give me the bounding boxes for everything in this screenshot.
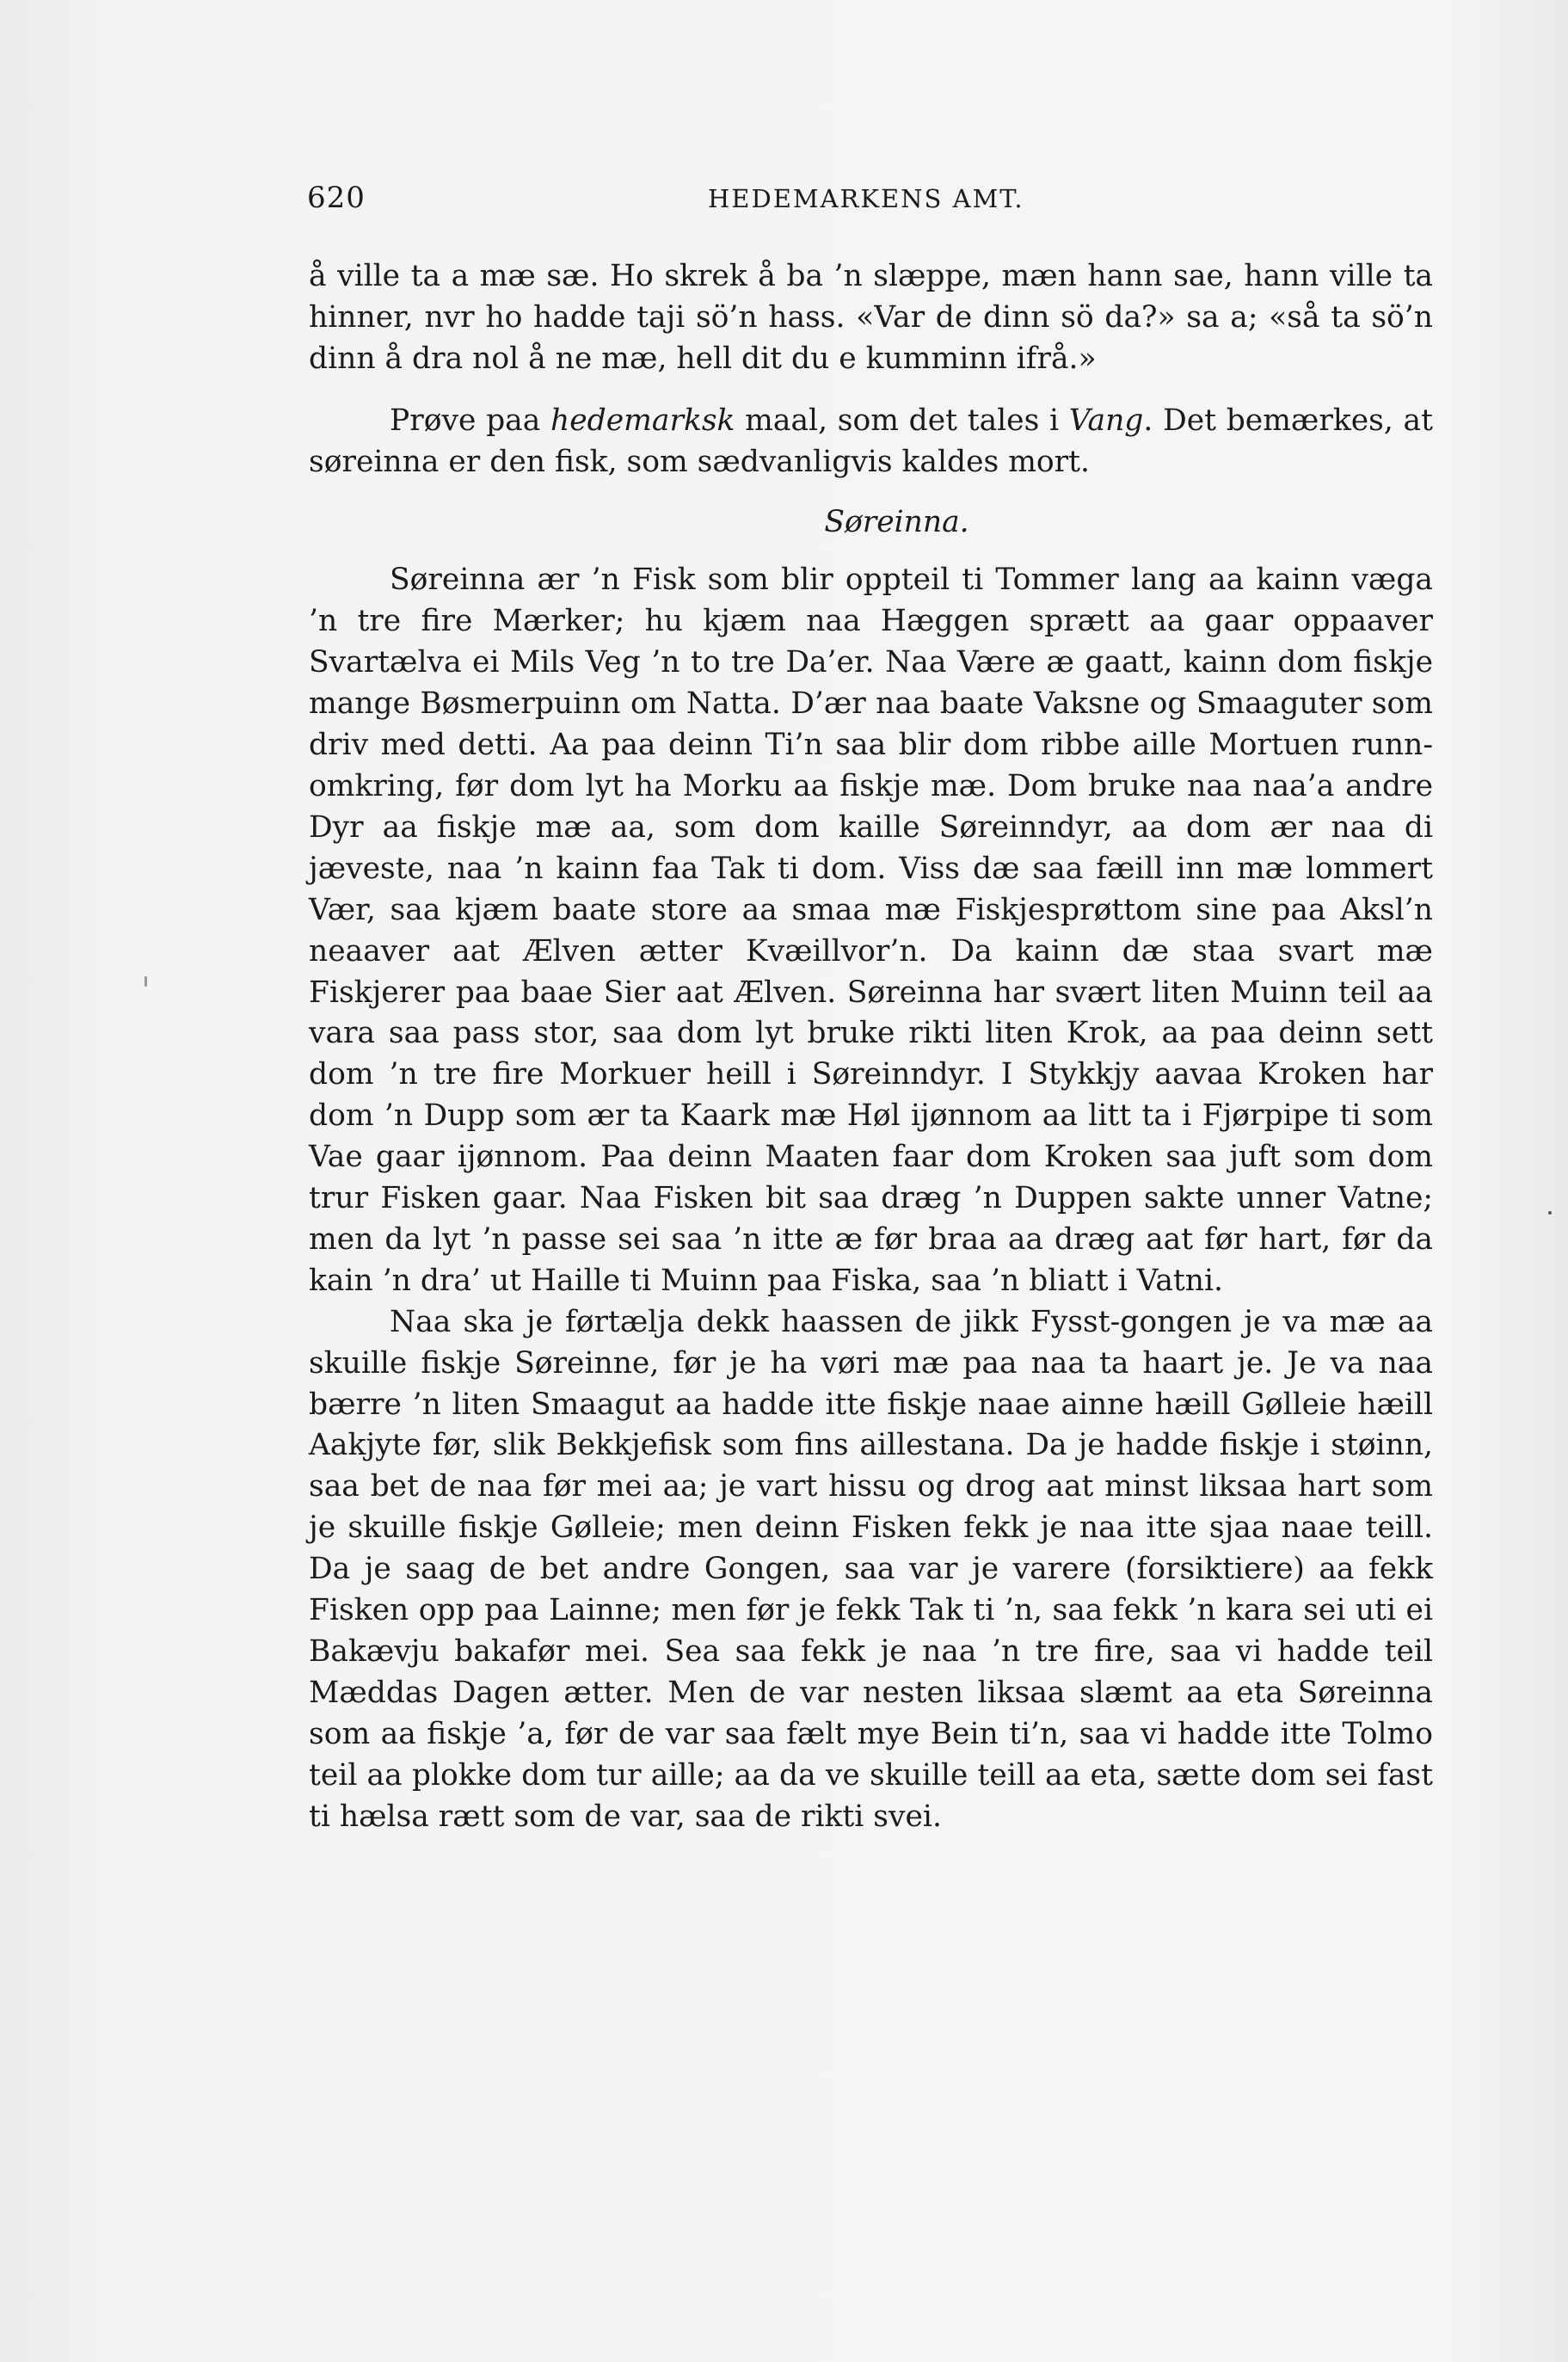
intro-paragraph: å ville ta a mæ sæ. Ho skrek å ba ’n slæppe, mæn hann sae, hann ville ta hinner, nvr ho hadde taji sö’n hass. «Var de dinn sö da?» sa a; «så ta sö’n dinn å dra nol å ne mæ, hell dit du e kumminn ifrå.»	[309, 259, 1433, 376]
section-title: Søreinna.	[824, 504, 969, 539]
page-number: 620	[307, 181, 366, 215]
body-text	[309, 256, 1433, 1838]
body-paragraph-2: Naa ska je førtælja dekk haassen de jikk Fysst-gongen je va mæ aa skuille fiskje Søreinne, før je ha vøri mæ paa naa ta haart je. Je va naa bærre ’n liten Smaagut aa hadde itte fiskje naae ainne hæill Gølleie hæill Aakjyte før, slik Bekkjefisk som fins aillestana. Da je hadde fiskje i støinn, saa bet de naa før mei aa; je vart hissu og drog aat minst liksaa hart som je skuille fiskje Gølleie; men deinn Fisken fekk je naa itte sjaa naae teill. Da je saag de bet andre Gongen, saa var je varere (forsiktiere) aa fekk Fisken opp paa Lainne; men før je fekk Tak ti ’n, saa fekk ’n kara sei uti ei Bakævju bakafør mei. Sea saa fekk je naa ’n tre fire, saa vi hadde teil Mæddas Dagen ætter. Men de var nesten liksaa slæmt aa eta Søreinna som aa fiskje ’a, før de var saa fælt mye Bein ti’n, saa vi hadde itte Tolmo teil aa plokke dom tur aille; aa da ve skuille teill aa eta, sætte dom sei fast ti hælsa rætt som de var, saa de rikti svei.	[309, 1304, 1433, 1834]
scan-speck	[1548, 1211, 1552, 1215]
scan-mark	[145, 976, 147, 987]
preface-text-1: Prøve paa	[390, 403, 551, 438]
page-header	[307, 181, 1434, 224]
preface-paragraph	[309, 401, 1433, 483]
preface-text-2: maal, som det tales i	[735, 403, 1069, 438]
running-title: HEDEMARKENS AMT.	[708, 184, 1024, 213]
preface-italic-dialect: hedemarksk	[550, 403, 735, 438]
preface-italic-place: Vang	[1068, 403, 1144, 438]
preface-text-3: . Det bemærkes, at søreinna er den fisk, som sædvanligvis kaldes mort.	[309, 403, 1433, 479]
body-paragraph-1: Søreinna ær ’n Fisk som blir oppteil ti Tommer lang aa kainn væga ’n tre fire Mærker; hu kjæm naa Hæggen sprætt aa gaar oppaaver Svartælva ei Mils Veg ’n to tre Da’er. Naa Være æ gaatt, kainn dom fiskje mange Bøsmerpuinn om Natta. D’ær naa baate Vaksne og Smaaguter som driv med detti. Aa paa deinn Ti’n saa blir dom ribbe aille Mortuen runn-omkring, før dom lyt ha Morku aa fiskje mæ. Dom bruke naa naa’a andre Dyr aa fiskje mæ aa, som dom kaille Søreinndyr, aa dom ær naa di jæveste, naa ’n kainn faa Tak ti dom. Viss dæ saa fæill inn mæ lommert Vær, saa kjæm baate store aa smaa mæ Fiskjesprøttom sine paa Aksl’n neaaver aat Ælven ætter Kvæillvor’n. Da kainn dæ staa svart mæ Fiskjerer paa baae Sier aat Ælven. Søreinna har svært liten Muinn teil aa vara saa pass stor, saa dom lyt bruke rikti liten Krok, aa paa deinn sett dom ’n tre fire Morkuer heill i Søreinndyr. I Stykkjy aavaa Kroken har dom ’n Dupp som ær ta Kaark mæ Høl ijønnom aa litt ta i Fjørpipe ti som Vae gaar ijønnom. Paa deinn Maaten faar dom Kroken saa juft som dom trur Fisken gaar. Naa Fisken bit saa dræg ’n Duppen sakte unner Vatne; men da lyt ’n passe sei saa ’n itte æ før braa aa dræg aat før hart, før da kain ’n dra’ ut Haille ti Muinn paa Fiska, saa ’n bliatt i Vatni.	[309, 563, 1433, 1298]
